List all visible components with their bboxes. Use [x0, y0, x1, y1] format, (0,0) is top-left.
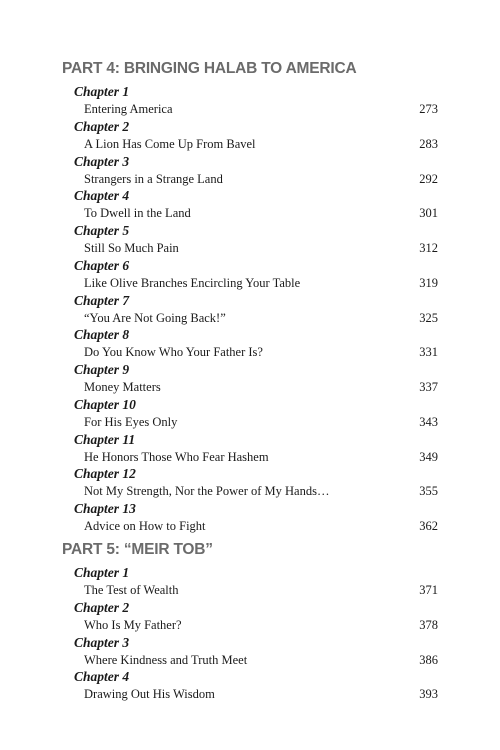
toc-entry — [74, 293, 440, 327]
toc-entry — [74, 635, 440, 669]
toc-entry — [74, 432, 440, 466]
chapter-label: Chapter 12 — [74, 466, 136, 482]
toc-entry — [74, 154, 440, 188]
chapter-page-number: 312 — [419, 241, 438, 255]
chapter-title: For His Eyes Only — [84, 414, 178, 429]
part-heading: PART 4: BRINGING HALAB TO AMERICA — [62, 60, 357, 77]
chapter-page-number: 355 — [419, 484, 438, 499]
chapter-label: Chapter 9 — [74, 362, 130, 377]
chapter-page-number: 386 — [419, 652, 438, 667]
toc-entry — [74, 188, 440, 222]
chapter-title: “You Are Not Going Back!” — [84, 310, 226, 325]
chapter-page-number: 371 — [419, 583, 438, 597]
chapter-label: Chapter 5 — [74, 223, 130, 238]
chapter-label: Chapter 2 — [74, 599, 130, 615]
chapter-title: Money Matters — [84, 380, 161, 394]
chapter-label: Chapter 7 — [74, 292, 130, 308]
chapter-title: Entering America — [84, 102, 173, 116]
chapter-title: Strangers in a Strange Land — [84, 171, 223, 186]
chapter-title: Advice on How to Fight — [84, 519, 206, 533]
chapter-page-number: 325 — [419, 310, 438, 325]
chapter-title: Still So Much Pain — [84, 241, 179, 255]
chapter-label: Chapter 4 — [74, 669, 130, 685]
chapter-title: A Lion Has Come Up From Bavel — [84, 136, 256, 151]
toc-entry — [74, 501, 440, 535]
toc-entry — [74, 397, 440, 431]
chapter-title: Where Kindness and Truth Meet — [84, 652, 248, 667]
chapter-page-number: 337 — [419, 380, 438, 394]
chapter-label: Chapter 11 — [74, 431, 136, 447]
toc-entry — [74, 600, 440, 634]
toc-entry — [74, 223, 440, 257]
chapter-title: To Dwell in the Land — [84, 206, 191, 221]
chapter-title: He Honors Those Who Fear Hashem — [84, 449, 269, 464]
chapter-title: Who Is My Father? — [84, 617, 182, 632]
chapter-label: Chapter 3 — [74, 153, 130, 169]
chapter-title: Not My Strength, Nor the Power of My Hands… — [84, 484, 330, 499]
chapter-title: Like Olive Branches Encircling Your Table — [84, 275, 301, 290]
chapter-page-number: 331 — [419, 345, 438, 360]
chapter-page-number: 273 — [419, 102, 438, 116]
chapter-label: Chapter 1 — [74, 565, 130, 580]
toc-entry — [74, 669, 440, 703]
chapter-page-number: 362 — [419, 519, 438, 533]
chapter-label: Chapter 13 — [74, 501, 136, 516]
toc-entry — [74, 565, 440, 599]
toc-entry — [74, 119, 440, 153]
chapter-page-number: 343 — [419, 414, 438, 429]
toc-entry — [74, 466, 440, 500]
chapter-title: The Test of Wealth — [84, 583, 179, 597]
chapter-label: Chapter 10 — [74, 396, 136, 412]
toc-entry — [74, 84, 440, 118]
chapter-title: Drawing Out His Wisdom — [84, 687, 215, 702]
chapter-page-number: 378 — [419, 617, 438, 632]
toc-entry — [74, 327, 440, 361]
chapter-page-number: 349 — [419, 449, 438, 464]
chapter-page-number: 283 — [419, 136, 438, 151]
chapter-label: Chapter 2 — [74, 118, 130, 134]
chapter-page-number: 292 — [419, 171, 438, 186]
chapter-page-number: 393 — [419, 687, 438, 702]
chapter-label: Chapter 6 — [74, 257, 130, 273]
toc-entry — [74, 258, 440, 292]
chapter-page-number: 319 — [419, 275, 438, 290]
chapter-label: Chapter 4 — [74, 188, 130, 204]
chapter-page-number: 301 — [419, 206, 438, 221]
chapter-label: Chapter 3 — [74, 634, 130, 650]
chapter-title: Do You Know Who Your Father Is? — [84, 345, 263, 360]
part-heading: PART 5: “MEIR TOB” — [62, 541, 213, 558]
chapter-label: Chapter 8 — [74, 327, 130, 343]
chapter-label: Chapter 1 — [74, 84, 130, 99]
toc-entry — [74, 362, 440, 396]
